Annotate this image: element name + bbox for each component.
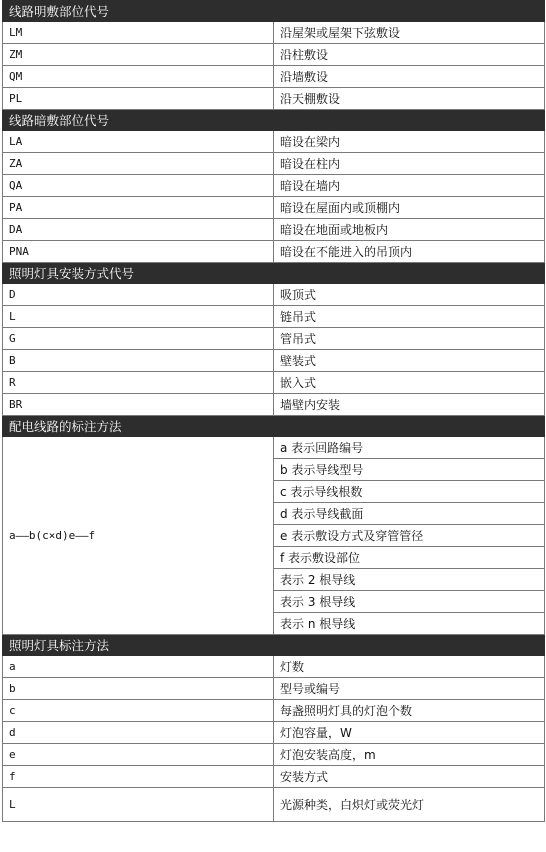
code-cell: G bbox=[3, 328, 274, 350]
description-cell: 灯泡安装高度，m bbox=[274, 744, 545, 766]
table-row bbox=[3, 437, 545, 459]
table-row bbox=[3, 131, 545, 153]
section-title: 配电线路的标注方法 bbox=[3, 416, 545, 437]
description-cell: 表示 n 根导线 bbox=[274, 613, 545, 635]
description-cell: 吸顶式 bbox=[274, 284, 545, 306]
table-row bbox=[3, 744, 545, 766]
description-cell: 暗设在梁内 bbox=[274, 131, 545, 153]
table-row bbox=[3, 350, 545, 372]
table-row bbox=[3, 328, 545, 350]
description-cell: 表示 3 根导线 bbox=[274, 591, 545, 613]
description-cell: 灯数 bbox=[274, 656, 545, 678]
section-header-row bbox=[3, 416, 545, 437]
description-cell: 沿墙敷设 bbox=[274, 66, 545, 88]
description-cell: 暗设在屋面内或顶棚内 bbox=[274, 197, 545, 219]
code-cell: b bbox=[3, 678, 274, 700]
table-row bbox=[3, 88, 545, 110]
description-cell: f 表示敷设部位 bbox=[274, 547, 545, 569]
description-cell: 链吊式 bbox=[274, 306, 545, 328]
formula-cell: a——b(c×d)e——f bbox=[3, 437, 274, 635]
code-cell: QA bbox=[3, 175, 274, 197]
section-title: 照明灯具安装方式代号 bbox=[3, 263, 545, 284]
table-row bbox=[3, 700, 545, 722]
table-row bbox=[3, 656, 545, 678]
description-cell: 管吊式 bbox=[274, 328, 545, 350]
section-title: 线路明敷部位代号 bbox=[3, 1, 545, 22]
description-cell: 沿天棚敷设 bbox=[274, 88, 545, 110]
electrical-code-table bbox=[2, 0, 545, 822]
description-cell: a 表示回路编号 bbox=[274, 437, 545, 459]
description-cell: 壁装式 bbox=[274, 350, 545, 372]
code-cell: PA bbox=[3, 197, 274, 219]
description-cell: 墙壁内安装 bbox=[274, 394, 545, 416]
table-row bbox=[3, 241, 545, 263]
code-cell: D bbox=[3, 284, 274, 306]
code-cell: c bbox=[3, 700, 274, 722]
section-title: 照明灯具标注方法 bbox=[3, 635, 545, 656]
table-row bbox=[3, 284, 545, 306]
description-cell: c 表示导线根数 bbox=[274, 481, 545, 503]
description-cell: 安装方式 bbox=[274, 766, 545, 788]
description-cell: 沿柱敷设 bbox=[274, 44, 545, 66]
table-row bbox=[3, 197, 545, 219]
table-row bbox=[3, 175, 545, 197]
table-row bbox=[3, 306, 545, 328]
code-cell: ZM bbox=[3, 44, 274, 66]
code-cell: e bbox=[3, 744, 274, 766]
code-cell: LM bbox=[3, 22, 274, 44]
code-cell: f bbox=[3, 766, 274, 788]
description-cell: d 表示导线截面 bbox=[274, 503, 545, 525]
description-cell: 灯泡容量，W bbox=[274, 722, 545, 744]
description-cell: 暗设在地面或地板内 bbox=[274, 219, 545, 241]
description-cell: b 表示导线型号 bbox=[274, 459, 545, 481]
table-row bbox=[3, 394, 545, 416]
description-cell: 每盏照明灯具的灯泡个数 bbox=[274, 700, 545, 722]
section-header-row bbox=[3, 1, 545, 22]
table-row bbox=[3, 766, 545, 788]
description-cell: 暗设在墙内 bbox=[274, 175, 545, 197]
description-cell: 光源种类，白炽灯或荧光灯 bbox=[274, 788, 545, 822]
code-cell: ZA bbox=[3, 153, 274, 175]
code-cell: B bbox=[3, 350, 274, 372]
code-cell: R bbox=[3, 372, 274, 394]
table-row bbox=[3, 22, 545, 44]
description-cell: 嵌入式 bbox=[274, 372, 545, 394]
description-cell: e 表示敷设方式及穿管管径 bbox=[274, 525, 545, 547]
code-cell: PNA bbox=[3, 241, 274, 263]
code-cell: PL bbox=[3, 88, 274, 110]
description-cell: 暗设在不能进入的吊顶内 bbox=[274, 241, 545, 263]
table-row bbox=[3, 372, 545, 394]
section-header-row bbox=[3, 263, 545, 284]
code-cell: L bbox=[3, 306, 274, 328]
description-cell: 型号或编号 bbox=[274, 678, 545, 700]
description-cell: 表示 2 根导线 bbox=[274, 569, 545, 591]
table-row bbox=[3, 44, 545, 66]
table-row bbox=[3, 66, 545, 88]
section-header-row bbox=[3, 110, 545, 131]
table-row bbox=[3, 678, 545, 700]
code-cell: DA bbox=[3, 219, 274, 241]
table-body bbox=[3, 1, 545, 822]
code-cell: d bbox=[3, 722, 274, 744]
code-cell: BR bbox=[3, 394, 274, 416]
description-cell: 沿屋架或屋架下弦敷设 bbox=[274, 22, 545, 44]
section-title: 线路暗敷部位代号 bbox=[3, 110, 545, 131]
table-row bbox=[3, 722, 545, 744]
table-row bbox=[3, 153, 545, 175]
code-cell: L bbox=[3, 788, 274, 822]
code-cell: a bbox=[3, 656, 274, 678]
table-row bbox=[3, 788, 545, 822]
code-cell: LA bbox=[3, 131, 274, 153]
table-row bbox=[3, 219, 545, 241]
section-header-row bbox=[3, 635, 545, 656]
code-cell: QM bbox=[3, 66, 274, 88]
description-cell: 暗设在柱内 bbox=[274, 153, 545, 175]
